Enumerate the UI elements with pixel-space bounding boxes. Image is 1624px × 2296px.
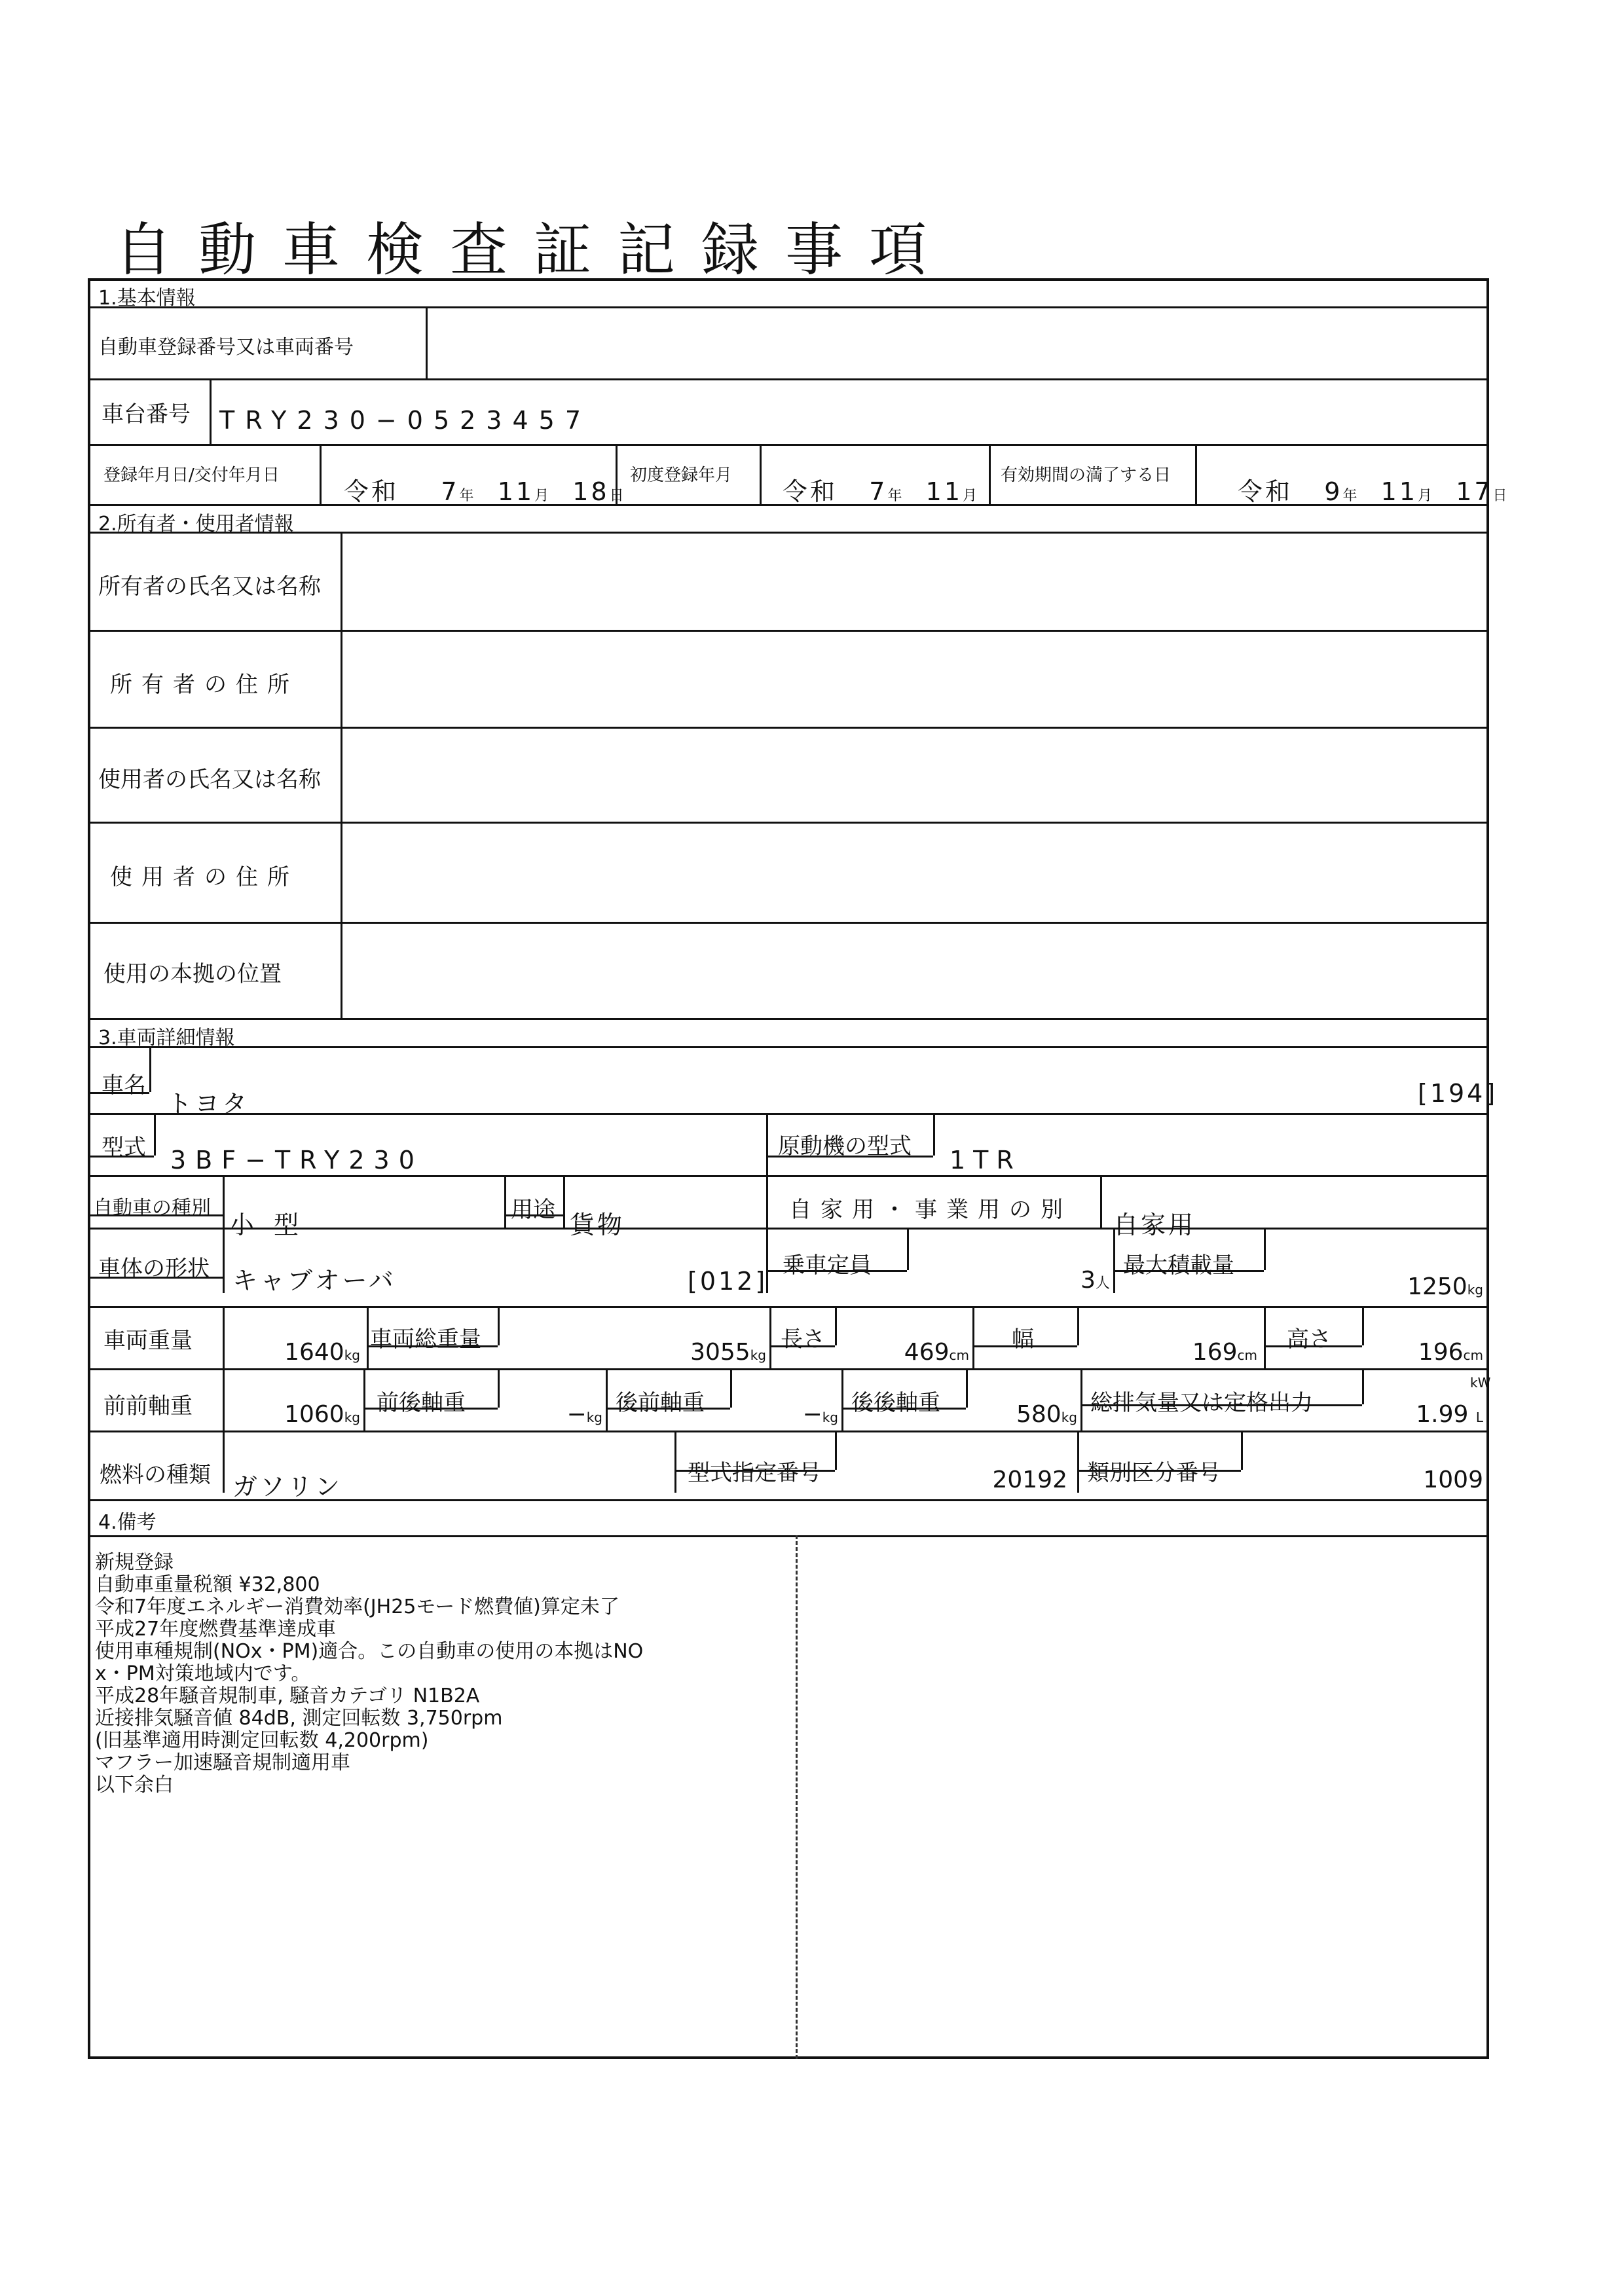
divider xyxy=(1362,1368,1364,1404)
divider xyxy=(1113,1270,1264,1272)
engine-label: 原動機の型式 xyxy=(778,1133,912,1159)
maxload-value: 1250kg xyxy=(1407,1273,1483,1300)
user-name-label: 使用者の氏名又は名称 xyxy=(98,767,321,793)
ff-axle-label: 前前軸重 xyxy=(103,1393,193,1419)
divider xyxy=(1113,1228,1115,1293)
first-reg-label: 初度登録年月 xyxy=(630,465,733,485)
divider xyxy=(760,444,762,504)
divider xyxy=(88,1430,1489,1432)
expiry-label: 有効期間の満了する日 xyxy=(1001,465,1172,485)
use-value: 貨物 xyxy=(570,1211,625,1239)
category-value: 1009 xyxy=(1423,1467,1483,1493)
section-remarks-header: 4.備考 xyxy=(98,1511,157,1534)
divider xyxy=(766,1228,768,1293)
divider xyxy=(88,1156,154,1157)
width-value: 169cm xyxy=(1192,1339,1257,1366)
maxload-label: 最大積載量 xyxy=(1123,1252,1234,1279)
divider xyxy=(223,1228,225,1293)
divider xyxy=(606,1408,730,1410)
type-designation-value: 20192 xyxy=(992,1467,1067,1493)
model-value: 3BF−TRY230 xyxy=(170,1146,424,1175)
divider xyxy=(88,1092,149,1094)
gross-label: 車両総重量 xyxy=(370,1326,481,1353)
section-basic-header: 1.基本情報 xyxy=(98,287,196,310)
divider xyxy=(223,1430,225,1493)
divider xyxy=(769,1345,835,1347)
divider xyxy=(835,1306,837,1345)
car-name-code: [194] xyxy=(1418,1079,1498,1108)
divider xyxy=(363,1368,365,1430)
reg-date-label: 登録年月日/交付年月日 xyxy=(103,465,280,485)
divider xyxy=(1264,1345,1362,1347)
divider xyxy=(674,1430,676,1493)
rf-axle-value: −kg xyxy=(802,1401,838,1428)
divider xyxy=(966,1368,968,1408)
rr-axle-label: 後後軸重 xyxy=(851,1390,940,1416)
rf-axle-label: 後前軸重 xyxy=(616,1390,705,1416)
weight-value: 1640kg xyxy=(284,1339,360,1366)
divider xyxy=(1077,1306,1079,1345)
section-owner-header: 2.所有者・使用者情報 xyxy=(98,513,294,536)
divider xyxy=(341,532,342,1018)
divider xyxy=(367,1306,369,1368)
divider xyxy=(88,444,1489,446)
fr-axle-value: −kg xyxy=(566,1401,602,1428)
length-value: 469cm xyxy=(904,1339,969,1366)
divider xyxy=(498,1306,500,1345)
divider xyxy=(933,1113,935,1156)
divider xyxy=(769,1306,771,1368)
divider xyxy=(1195,444,1197,504)
divider xyxy=(363,1408,498,1410)
divider xyxy=(88,922,1489,924)
divider xyxy=(1241,1430,1243,1470)
body-label: 車体の形状 xyxy=(98,1256,210,1282)
divider xyxy=(504,1175,506,1228)
divider xyxy=(210,378,212,444)
type-designation-label: 型式指定番号 xyxy=(688,1460,821,1486)
width-label: 幅 xyxy=(1012,1326,1034,1353)
divider xyxy=(223,1306,225,1368)
divider xyxy=(88,1368,1489,1370)
displacement-label: 総排気量又は定格出力 xyxy=(1090,1390,1313,1416)
divider xyxy=(498,1368,500,1408)
divider xyxy=(88,504,1489,506)
private-label: 自家用・事業用の別 xyxy=(789,1197,1072,1223)
divider xyxy=(149,1046,151,1092)
divider xyxy=(606,1368,608,1430)
page-title: 自動車検査証記録事項 xyxy=(115,216,953,283)
divider xyxy=(88,727,1489,729)
divider xyxy=(88,1277,223,1279)
owner-name-label: 所有者の氏名又は名称 xyxy=(98,574,321,600)
divider xyxy=(88,1046,1489,1048)
divider xyxy=(841,1368,843,1430)
divider xyxy=(88,378,1489,380)
divider xyxy=(367,1345,498,1347)
section-vehicle-header: 3.車両詳細情報 xyxy=(98,1027,235,1049)
divider xyxy=(88,1113,1489,1115)
length-label: 長さ xyxy=(781,1326,825,1353)
fr-axle-label: 前後軸重 xyxy=(377,1390,466,1416)
divider xyxy=(1100,1175,1102,1228)
divider xyxy=(88,532,1489,534)
remarks-column-divider xyxy=(796,1535,798,2059)
divider xyxy=(88,306,1489,308)
divider xyxy=(426,306,428,378)
private-value: 自家用 xyxy=(1113,1211,1196,1239)
divider xyxy=(907,1228,909,1270)
divider xyxy=(88,1018,1489,1020)
divider xyxy=(766,1270,907,1272)
chassis-value: TRY230−0523457 xyxy=(219,406,592,435)
divider xyxy=(88,630,1489,632)
remarks-text: 新規登録 自動車重量税額 ¥32,800 令和7年度エネルギー消費効率(JH25モード燃費値)算定未了 平成27年度燃費基準達成車 使用車種規制(NOx・PM)適合。この自動車の使用の本拠はNO x・PM対策地域内です。 平成28年騒音規制車, 騒音カテゴリ N1B2A 近接排気騒音値 84dB, 測定回転数 3,750rpm (旧基準適用時測定回転数 4,200rpm) マフラー加速騒音規制適用車 以下余白 xyxy=(95,1551,644,1796)
divider xyxy=(88,1214,223,1216)
divider xyxy=(1077,1470,1241,1472)
divider xyxy=(972,1345,1077,1347)
category-label: 類別区分番号 xyxy=(1087,1460,1221,1486)
capacity-value: 3人 xyxy=(1080,1267,1110,1294)
divider xyxy=(504,1214,563,1216)
divider xyxy=(88,1228,1489,1230)
divider xyxy=(730,1368,732,1408)
ff-axle-value: 1060kg xyxy=(284,1401,360,1428)
rr-axle-value: 580kg xyxy=(1016,1401,1077,1428)
base-location-label: 使用の本拠の位置 xyxy=(103,961,282,987)
divider xyxy=(154,1113,156,1156)
use-label: 用途 xyxy=(511,1197,555,1223)
engine-value: 1TR xyxy=(950,1146,1022,1175)
height-value: 196cm xyxy=(1418,1339,1483,1366)
car-name-value: トヨタ xyxy=(167,1089,250,1118)
gross-value: 3055kg xyxy=(690,1339,766,1366)
displacement-value: 1.99 L xyxy=(1416,1401,1483,1428)
user-address-label: 使用者の住所 xyxy=(110,864,299,890)
kind-label: 自動車の種別 xyxy=(93,1197,211,1220)
divider xyxy=(88,1499,1489,1501)
first-reg-date: 令和 7年 11月 xyxy=(783,477,980,506)
divider xyxy=(841,1408,966,1410)
chassis-label: 車台番号 xyxy=(101,401,191,428)
divider xyxy=(563,1175,565,1228)
divider xyxy=(88,822,1489,824)
divider xyxy=(223,1368,225,1430)
divider xyxy=(766,1175,768,1228)
divider xyxy=(1077,1430,1079,1493)
divider xyxy=(616,444,618,504)
fuel-value: ガソリン xyxy=(232,1472,343,1501)
divider xyxy=(1080,1368,1082,1430)
height-label: 高さ xyxy=(1287,1326,1331,1353)
expiry-date: 令和 9年 11月 17日 xyxy=(1238,477,1510,506)
kind-value: 小型 xyxy=(229,1211,319,1239)
divider xyxy=(88,1535,1489,1537)
divider xyxy=(835,1430,837,1470)
divider xyxy=(1264,1306,1266,1368)
displacement-unit-top: kW xyxy=(1470,1375,1491,1391)
divider xyxy=(1080,1404,1362,1406)
body-value: キャブオーバ xyxy=(232,1266,396,1295)
fuel-label: 燃料の種類 xyxy=(100,1462,211,1488)
divider xyxy=(1362,1306,1364,1345)
divider xyxy=(320,444,322,504)
model-label: 型式 xyxy=(101,1135,146,1161)
divider xyxy=(1264,1228,1266,1270)
weight-label: 車両重量 xyxy=(103,1328,193,1354)
divider xyxy=(223,1175,225,1228)
divider xyxy=(674,1470,835,1472)
reg-number-label: 自動車登録番号又は車両番号 xyxy=(98,336,354,359)
reg-date: 令和 7年 11月 18日 xyxy=(344,477,627,506)
divider xyxy=(88,1306,1489,1308)
divider xyxy=(972,1306,974,1368)
body-code: [012] xyxy=(688,1267,768,1296)
owner-address-label: 所有者の住所 xyxy=(110,672,299,698)
divider xyxy=(88,1175,1489,1177)
capacity-label: 乗車定員 xyxy=(783,1252,872,1279)
divider xyxy=(766,1113,768,1175)
divider xyxy=(989,444,991,504)
divider xyxy=(766,1156,933,1157)
car-name-label: 車名 xyxy=(101,1072,146,1099)
